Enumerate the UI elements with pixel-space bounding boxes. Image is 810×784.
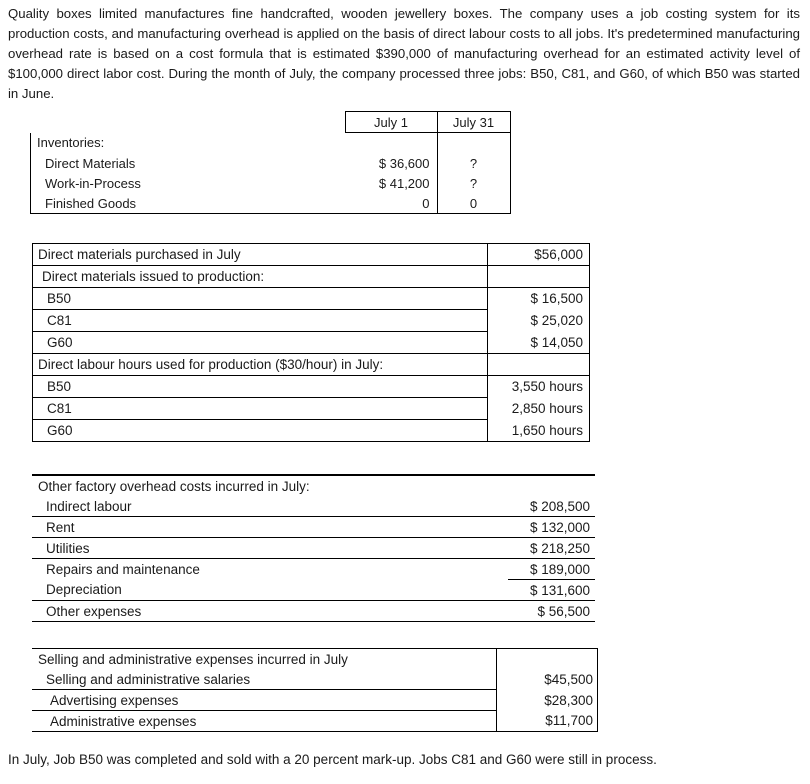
oh-label-depreciation: Depreciation — [32, 580, 508, 601]
col-july31-header: July 31 — [437, 112, 510, 133]
inventories-table — [30, 111, 511, 214]
inv-july1-wip: $ 41,200 — [378, 175, 430, 191]
selling-admin-table — [32, 648, 598, 732]
direct-costs-table — [32, 243, 590, 442]
sa-value-administrative: $11,700 — [497, 711, 598, 732]
inv-july31-wip: ? — [437, 173, 510, 193]
inv-label-finished-goods: Finished Goods — [31, 193, 346, 214]
inv-label-wip: Work-in-Process — [31, 173, 346, 193]
inv-july31-finished-goods: 0 — [437, 193, 510, 214]
outro-paragraph: In July, Job B50 was completed and sold with a 20 percent mark-up. Jobs C81 and G60 were still in process. — [8, 752, 657, 767]
oh-value-repairs: $ 189,000 — [508, 559, 595, 580]
dm-labour-label: Direct labour hours used for production ($30/hour) in July: — [33, 354, 488, 376]
dm-labour-value-b50: 3,550 hours — [488, 376, 590, 398]
dm-purchased-value: $56,000 — [488, 244, 590, 266]
intro-paragraph: Quality boxes limited manufactures fine handcrafted, wooden jewellery boxes. The company uses a job costing system for its production costs, and manufacturing overhead is applied on the basis of direct labour costs to all jobs. It's predetermined manufacturing overhead rate is based on a cost formula that is estimated $390,000 of manufacturing overhead for an estimated activity level of $100,000 direct labor cost. During the month of July, the company processed three jobs: B50, C81, and G60, of which B50 was started in June. — [8, 6, 800, 101]
oh-label-repairs: Repairs and maintenance — [46, 561, 200, 577]
inv-july1-direct-materials: $ 36,600 — [378, 155, 430, 171]
dm-issued-value-c81: $ 25,020 — [488, 310, 590, 332]
dm-labour-job-g60: G60 — [33, 420, 488, 442]
dm-labour-job-c81: C81 — [33, 398, 488, 420]
overhead-table — [32, 474, 595, 622]
sa-heading: Selling and administrative expenses incurred in July — [32, 649, 497, 670]
oh-label-rent: Rent — [32, 517, 508, 538]
dm-issued-value-b50: $ 16,500 — [488, 288, 590, 310]
dm-issued-job-g60: G60 — [33, 332, 488, 354]
oh-value-rent: $ 132,000 — [508, 517, 595, 538]
inv-label-direct-materials: Direct Materials — [31, 153, 346, 173]
sa-label-salaries: Selling and administrative salaries — [32, 669, 497, 690]
inv-july31-direct-materials: ? — [437, 153, 510, 173]
col-july1-header: July 1 — [345, 112, 437, 133]
dm-issued-job-c81: C81 — [33, 310, 488, 332]
oh-value-indirect-labour: $ 208,500 — [508, 496, 595, 517]
dm-labour-value-c81: 2,850 hours — [488, 398, 590, 420]
dm-labour-value-g60: 1,650 hours — [488, 420, 590, 442]
oh-value-other: $ 56,500 — [508, 601, 595, 622]
dm-purchased-label: Direct materials purchased in July — [33, 244, 488, 266]
sa-value-advertising: $28,300 — [497, 690, 598, 711]
dm-labour-job-b50: B50 — [33, 376, 488, 398]
sa-value-salaries: $45,500 — [497, 669, 598, 690]
dm-issued-value-g60: $ 14,050 — [488, 332, 590, 354]
dm-issued-label: Direct materials issued to production: — [33, 266, 488, 288]
oh-value-depreciation: $ 131,600 — [508, 580, 595, 601]
oh-value-utilities: $ 218,250 — [508, 538, 595, 559]
inv-july1-finished-goods: 0 — [345, 193, 437, 214]
oh-label-indirect-labour: Indirect labour — [32, 496, 508, 517]
sa-label-advertising: Advertising expenses — [32, 690, 497, 711]
sa-label-administrative: Administrative expenses — [32, 711, 497, 732]
oh-label-utilities: Utilities — [32, 538, 508, 559]
oh-heading: Other factory overhead costs incurred in July: — [32, 475, 508, 496]
dm-issued-job-b50: B50 — [33, 288, 488, 310]
inventories-heading: Inventories: — [31, 133, 346, 154]
oh-label-other: Other expenses — [32, 601, 508, 622]
